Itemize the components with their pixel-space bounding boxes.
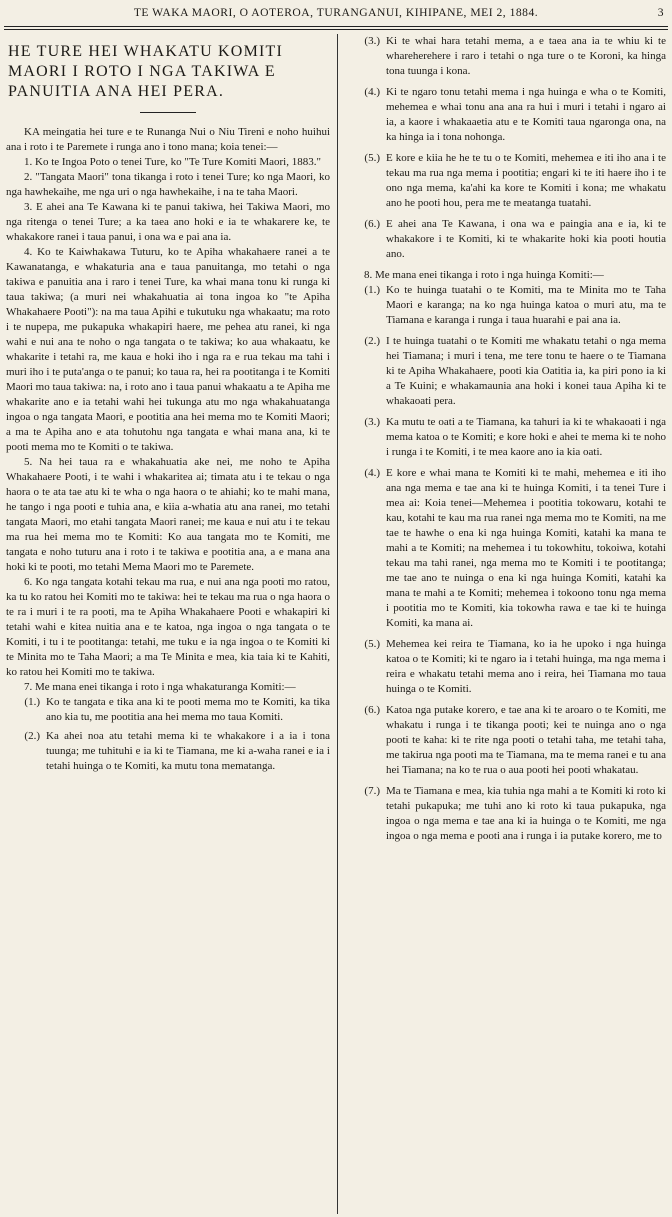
item-number: (2.)	[364, 335, 380, 347]
item-text: Ko te tangata e tika ana ki te pooti mema mo te Komiti, ka tika ano kia tu, me pootitia ana hei mema mo taua Komiti.	[46, 696, 330, 723]
item-text: Katoa nga putake korero, e tae ana ki te aroaro o te Komiti, me whakatu i runga i te tikanga pooti; kei te nuinga ano o nga pooti te kaha: ki te rite nga pooti o tetahi taha, me tetahi taha, me takirua nga pooti ma te Tiamana, ma te mema ranei e tu ana hei Tiamana; na ko te rua o aua pooti hei pooti whakatau.	[386, 704, 666, 776]
item-text: E ahei ana Te Kawana, i ona wa e paingia ana e ia, ki te whakakore i te Komiti, ki te whakarite hoki kia pooti houtia ano.	[386, 218, 666, 260]
item-text: Ma te Tiamana e mea, kia tuhia nga mahi a te Komiti ki roto ki tetahi pukapuka; me tuhi ano ki roto ki taua pukapuka, nga ingoa o nga mema e tae ana ki ia huinga o te Komiti, me nga ingoa o nga mema e pooti ana i runga i ia putake korero, me to	[386, 785, 666, 842]
item-number: (6.)	[364, 704, 380, 716]
item-number: (2.)	[24, 730, 40, 742]
section-7-item	[346, 217, 666, 262]
left-column	[6, 34, 330, 1214]
section-8-item	[346, 334, 666, 409]
item-number: (7.)	[364, 785, 380, 797]
section-5: 5. Na hei taua ra e whakahuatia ake nei, me noho te Apiha Whakahaere Pooti, i te wahi i whakaritea ai; timata atu i te tekau o nga haora o te ata tae atu ki te wha o nga haora o te ahiahi; ko te mahi mana, he tango i nga pooti e tuhia ana, e kiia a-whatia atu ana ranei, mo tetahi tangata Maori, mo etahi tangata Maori ranei; me kaua e nui atu i te tekau ma rua hei mema mo te Komiti: Ko aua tangata mo te Komiti, me tangata e noho tuturu ana i roto i te takiwa e pootitia ana, a e mana ana hoki ki te pooti, mo tetahi Mema Maori mo te Paremete.	[6, 456, 330, 573]
item-number: (3.)	[364, 35, 380, 47]
section-8-item	[346, 703, 666, 778]
item-number: (3.)	[364, 416, 380, 428]
item-text: E kore e whai mana te Komiti ki te mahi, mehemea e iti iho ana nga mema e tae ana ki te huinga Komiti, i ta tenei Ture i mea ai: Koia tenei—Mehemea i pootitia tokowaru, kotahi te kau, kotahi te kau ma rua ranei nga mema mo te Komiti, na me tae te hawhe o ena ki nga huinga Komiti, katahi ka mana te mahi a te Komiti; na mehemea i tu tokowhitu, tokoiwa, kotahi tekau ma tahi ranei, nga mema mo te Komiti i te pootitanga; me tae ano te nuinga o ena ki nga huinga Komiti, katahi ka mana te mahi a te Komiti; mehemea i tokoono tonu nga mema i pootitia mo te Komiti, kia tokowha rawa e tae ki te huinga Komiti, ka mana ai.	[386, 467, 666, 629]
article-title: HE TURE HEI WHAKATU KOMITI MAORI I ROTO I NGA TAKIWA E PANUITIA ANA HEI PERA.	[8, 43, 284, 100]
item-text: Ko te huinga tuatahi o te Komiti, ma te Minita mo te Taha Maori e karanga; na ko nga huinga katoa o muri atu, ma te Tiamana e karanga i runga i taua huarahi e pai ana ia.	[386, 284, 666, 326]
section-7: 7. Me mana enei tikanga i roto i nga whakaturanga Komiti:—	[24, 681, 296, 693]
page-number: 3	[657, 6, 664, 19]
header-rule-thin	[4, 29, 668, 30]
section-8-item	[346, 784, 666, 844]
item-text: Ki te whai hara tetahi mema, a e taea ana ia te whiu ki te whareherehere i raro i tetahi o nga ture o te Koroni, ka hinga tona tuunga i kona.	[386, 35, 666, 77]
intro-paragraph: KA meingatia hei ture e te Runanga Nui o Niu Tireni e noho huihui ana i roto i te Paremete i runga ano i tono mana; koia tenei:—	[6, 126, 330, 153]
item-text: Mehemea kei reira te Tiamana, ko ia he upoko i nga huinga katoa o te Komiti; ki te ngaro ia i tetahi huinga, ma nga mema i reira e whakatu tetahi mema ano i reira, hei Tiamana mo taua huinga o te Komiti.	[386, 638, 666, 695]
item-number: (1.)	[364, 284, 380, 296]
section-7-item	[6, 695, 330, 725]
right-column	[346, 34, 666, 1214]
section-8-item	[346, 283, 666, 328]
section-7-item	[346, 151, 666, 211]
item-text: Ka mutu te oati a te Tiamana, ka tahuri ia ki te whakaoati i nga mema katoa o te Komiti; e kore hoki e ahei te mema ki te noho i runga i te Komiti, i te mea kaore ano ia kia oati.	[386, 416, 666, 458]
section-7-item	[346, 34, 666, 79]
item-number: (4.)	[364, 86, 380, 98]
column-divider	[337, 34, 338, 1214]
section-2: 2. "Tangata Maori" tona tikanga i roto i tenei Ture; ko nga Maori, ko nga hawhekaihe, me nga uri o nga hawhekaihe, i na te taha Maori.	[6, 171, 330, 198]
title-separator	[140, 112, 196, 113]
item-text: I te huinga tuatahi o te Komiti me whakatu tetahi o nga mema hei Tiamana; i muri i tena, me tere tonu te haere o te Tiamana ki te Apiha Whakahaere, pooti kia Oatitia ia, ka piri pono ia ki a Te Kuini; e whakamaunia ana hoki i konei taua Apiha ki te whakaoati pera.	[386, 335, 666, 407]
section-8-item	[346, 466, 666, 631]
section-7-item	[346, 85, 666, 145]
running-title: TE WAKA MAORI, O AOTEROA, TURANGANUI, KIHIPANE, MEI 2, 1884.	[133, 6, 539, 19]
section-1: 1. Ko te Ingoa Poto o tenei Ture, ko "Te Ture Komiti Maori, 1883."	[24, 156, 321, 168]
section-4: 4. Ko te Kaiwhakawa Tuturu, ko te Apiha whakahaere ranei a te Kawanatanga, e whakaturia ana e taua panuitanga, mo tetahi o nga takiwa e panuitia ana i raro i tenei Ture, ka whai mana tonu ki runga ki taua takiwa; (a muri nei whakahuatia ai tona ingoa ko "te Apiha Whakahaere Pooti"): na ma taua Apihi e tukutuku nga whakaatu; ma roto i te nupepa, me pukapuka whakapiri haere, me pehea atu ranei, ki nga wahi e nui ana te noho o nga tangata o te takiwa; ko aua whakaatu, ke whakarite i tetahi ra, me kaua e hoki iho i nga ra e rua tekau ma tahi i muri iho i te puta'anga o te panui; ko taua ra, hei ra pootitanga i te Komiti Maori mo taua takiwa: na, i roto ano i taua panui whakaatu a te Apiha me whakarite ano e ia tetahi wahi hei tukunga atu mo nga whakahuatanga ingoa o nga tangata Maori, e pootitia ana hei mema mo te Komiti Maori; a ma te Apiha ano e ata tohutohu nga tangata e whai mana ana, ki te pooti mema mo te Komiti o te takiwa.	[6, 246, 330, 453]
item-number: (6.)	[364, 218, 380, 230]
section-6: 6. Ko nga tangata kotahi tekau ma rua, e nui ana nga pooti mo ratou, ka tu ko ratou hei Komiti mo te takiwa: hei te tekau ma rua o nga haora o te ra i muri i te ra pooti, ma te Apiha Whakahaere Pooti e whakapiri ki tetahi wahi e kitea nuitia ana e te katoa, nga ingoa o nga tangata o te Komiti, i tu i te pootitanga: tetahi, me tuku e ia nga ingoa o te Komiti ki te Minita mo te Taha Maori; a ma Te Minita e mea, kia taia ki te Kahiti, ko ratou hei Komiti mo te takiwa.	[6, 576, 330, 678]
masthead	[0, 2, 672, 24]
item-text: Ki te ngaro tonu tetahi mema i nga huinga e wha o te Komiti, mehemea e whai tonu ana ana ra hui i muri i tetahi i ngaro ai ia, a kaore i whakaaetia atu e te Komiti taua ngaronga ona, na ka hinga ia i tona nohonga.	[386, 86, 666, 143]
item-text: E kore e kiia he he te tu o te Komiti, mehemea e iti iho ana i te tekau ma rua nga mema i pootitia; engari ki te iti haere iho i te ono nga mema, ka'ahi ka kore te Komiti i kona; me whakatu ano he pooti hou, pera me te meatanga tuatahi.	[386, 152, 666, 209]
item-number: (5.)	[364, 152, 380, 164]
item-number: (5.)	[364, 638, 380, 650]
section-3: 3. E ahei ana Te Kawana ki te panui takiwa, hei Takiwa Maori, mo nga ritenga o tenei Ture; a ka taea ano hoki e ia te whakarere ke, te whakakore ranei i taua panui, i ona wa e pai ana ia.	[6, 201, 330, 243]
section-8-item	[346, 415, 666, 460]
header-rule	[4, 26, 668, 27]
item-number: (4.)	[364, 467, 380, 479]
item-text: Ka ahei noa atu tetahi mema ki te whakakore i a ia i tona tuunga; me tuhituhi e ia ki te Tiamana, me ki a-waha ranei e ia i tetahi huinga o te Komiti, ka mutu tona mematanga.	[46, 730, 330, 772]
section-8-item	[346, 637, 666, 697]
section-7-item	[6, 729, 330, 774]
section-8: 8. Me mana enei tikanga i roto i nga huinga Komiti:—	[364, 269, 604, 281]
item-number: (1.)	[24, 696, 40, 708]
